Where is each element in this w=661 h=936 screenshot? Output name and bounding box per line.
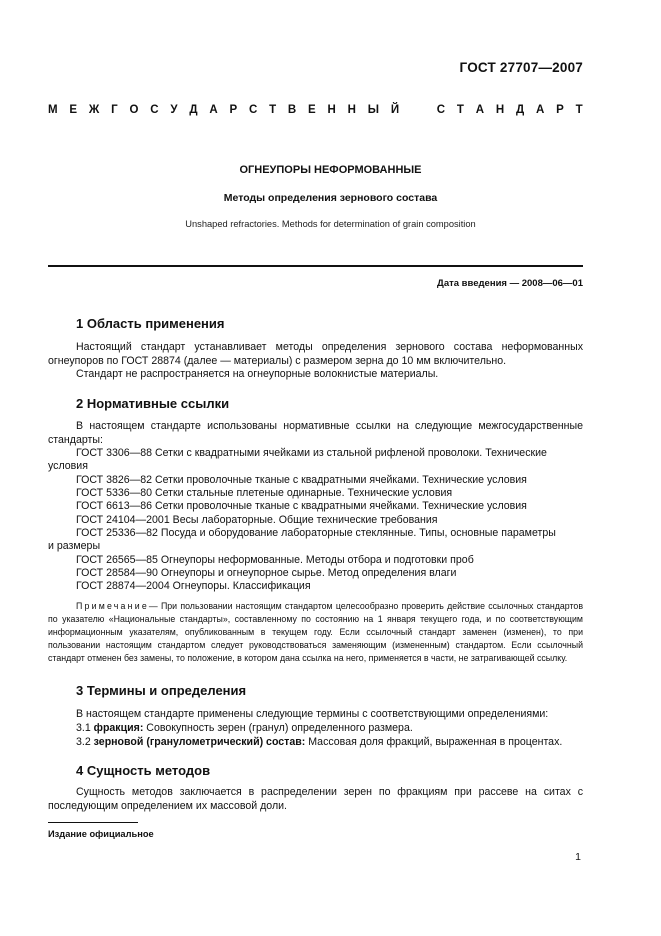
section-1-paragraph-2: Стандарт не распространяется на огнеупорные волокнистые материалы.: [76, 368, 439, 380]
section-2-intro-text: В настоящем стандарте использованы нормативные ссылки на следующие межгосударственные стандарты:: [48, 420, 583, 446]
term-number: 3.1: [76, 722, 94, 734]
section-1-paragraph-1: [48, 341, 583, 368]
banner-letter: А: [475, 104, 485, 116]
reference-item: ГОСТ 25336—82 Посуда и оборудование лабораторные стеклянные. Типы, основные параметры: [76, 527, 556, 539]
banner-letter: Ж: [88, 104, 100, 116]
official-edition-label: Издание официальное: [48, 829, 154, 839]
reference-item: ГОСТ 3826—82 Сетки проволочные тканые с квадратными ячейками. Технические условия: [76, 474, 527, 486]
note-text: — При пользовании настоящим стандартом целесообразно проверить действие ссылочных стандартов по указателю «Национальные стандарты», составленному по состоянию на 1 января текущего года, и по соответствующим информационным указателям, опубликованным в текущем году. Если ссылочный стандарт заменен (изменен), то при пользовании настоящим стандартом следует руководствоваться заменяющим (измененным) стандартом. Если ссылочный стандарт отменен без замены, то положение, в котором дана ссылка на него, применяется в части, не затрагивающей ссылку.: [48, 601, 583, 663]
term-definition: [76, 736, 562, 748]
banner-letter: Й: [390, 104, 400, 116]
term-definition-text: Массовая доля фракций, выраженная в процентах.: [305, 736, 563, 748]
note-label: Примечание: [76, 601, 149, 611]
banner-letter: Н: [347, 104, 356, 116]
document-title: ОГНЕУПОРЫ НЕФОРМОВАННЫЕ: [239, 164, 422, 176]
banner-letter: Т: [269, 104, 277, 116]
reference-item-continuation: условия: [48, 460, 88, 472]
interstate-standard-banner: [48, 104, 583, 116]
banner-word-gap: [411, 104, 425, 116]
term-name: фракция:: [93, 722, 144, 734]
reference-item: ГОСТ 6613—86 Сетки проволочные тканые с квадратными ячейками. Технические условия: [76, 500, 527, 512]
banner-letter: А: [535, 104, 545, 116]
reference-item: ГОСТ 5336—80 Сетки стальные плетеные одинарные. Технические условия: [76, 487, 453, 499]
banner-letter: Р: [229, 104, 238, 116]
term-definition: [76, 722, 413, 734]
section-4-heading: 4 Сущность методов: [76, 763, 211, 778]
term-definition-text: Совокупность зерен (гранул) определенного размера.: [143, 722, 413, 734]
banner-letter: Т: [575, 104, 583, 116]
section-4-paragraph-1-text: Сущность методов заключается в распределении зерен по фракциям при рассеве на ситах с последующим определением их массовой доли.: [48, 786, 583, 812]
section-2-heading: 2 Нормативные ссылки: [76, 396, 230, 411]
banner-letter: С: [248, 104, 258, 116]
section-4-paragraph-1: [48, 786, 583, 813]
reference-item: ГОСТ 28584—90 Огнеупоры и огнеупорное сырье. Метод определения влаги: [76, 567, 457, 579]
banner-letter: Р: [556, 104, 564, 116]
banner-letter: М: [48, 104, 58, 116]
section-1-heading: 1 Область применения: [76, 316, 225, 331]
banner-letter: В: [287, 104, 297, 116]
page-number: 1: [575, 851, 581, 863]
banner-letter: Е: [308, 104, 316, 116]
banner-letter: С: [150, 104, 159, 116]
reference-item: ГОСТ 28874—2004 Огнеупоры. Классификация: [76, 580, 311, 592]
footer-divider: [48, 822, 138, 823]
banner-letter: Т: [456, 104, 464, 116]
banner-letter: Е: [69, 104, 78, 116]
term-name: зерновой (гранулометрический) состав:: [93, 736, 306, 748]
banner-letter: Г: [111, 104, 118, 116]
banner-letter: Д: [189, 104, 198, 116]
english-title: Unshaped refractories. Methods for determination of grain composition: [185, 219, 476, 229]
reference-item: ГОСТ 24104—2001 Весы лабораторные. Общие технические требования: [76, 514, 438, 526]
banner-letter: У: [170, 104, 178, 116]
document-subtitle: Методы определения зернового состава: [223, 192, 438, 204]
reference-item: ГОСТ 3306—88 Сетки с квадратными ячейками из стальной рифленой проволоки. Технические: [76, 447, 547, 459]
section-3-heading: 3 Термины и определения: [76, 683, 247, 698]
section-1-paragraph-1-text: Настоящий стандарт устанавливает методы определения зернового состава неформованных огнеупоров по ГОСТ 28874 (далее — материалы) с размером зерна до 10 мм включительно.: [48, 341, 583, 367]
section-2-intro: [48, 420, 583, 447]
banner-letter: А: [209, 104, 218, 116]
header-divider: [48, 265, 583, 267]
reference-item-continuation: и размеры: [48, 540, 101, 552]
banner-letter: Н: [495, 104, 505, 116]
references-note: [48, 600, 583, 665]
banner-letter: С: [436, 104, 446, 116]
banner-letter: Н: [327, 104, 336, 116]
document-number: ГОСТ 27707—2007: [459, 60, 583, 75]
term-number: 3.2: [76, 736, 94, 748]
banner-letter: Д: [515, 104, 525, 116]
banner-letter: О: [129, 104, 139, 116]
banner-letter: Ы: [367, 104, 380, 116]
section-3-intro: В настоящем стандарте применены следующие термины с соответствующими определениями:: [76, 708, 549, 720]
reference-item: ГОСТ 26565—85 Огнеупоры неформованные. Методы отбора и подготовки проб: [76, 554, 474, 566]
introduction-date: Дата введения — 2008—06—01: [437, 278, 583, 289]
